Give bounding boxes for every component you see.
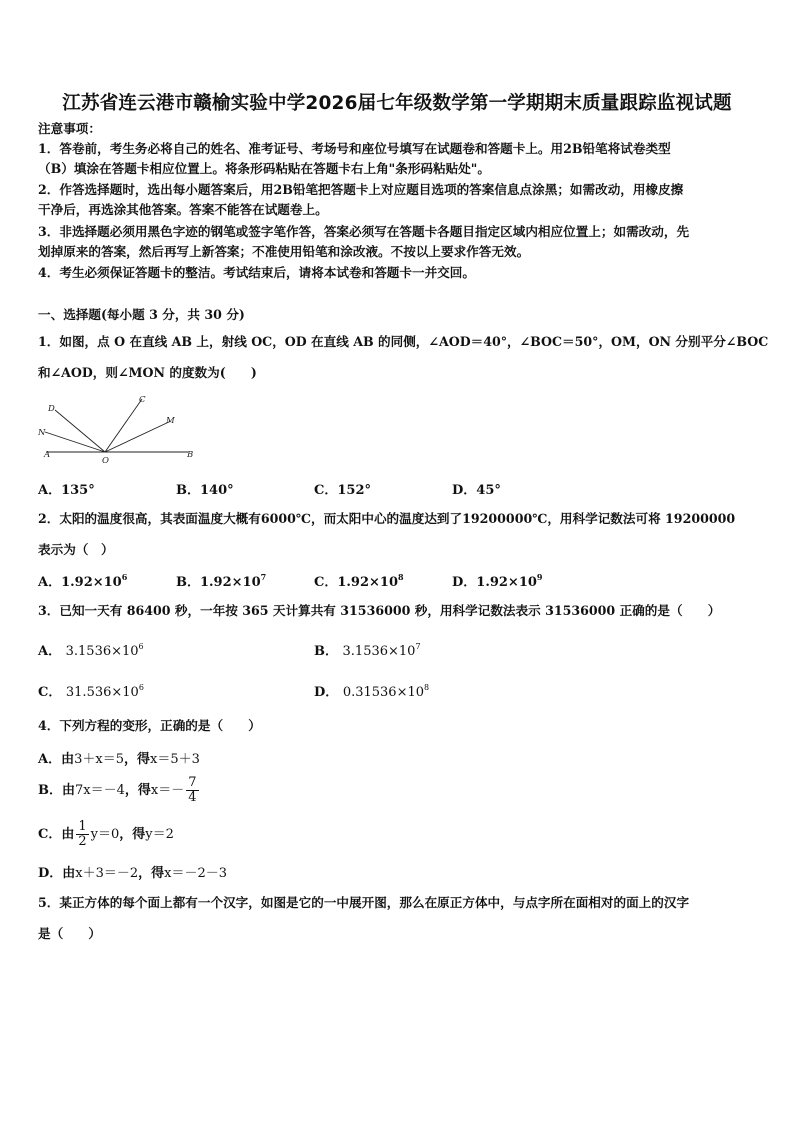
section-heading: 一、选择题(每小题 3 分，共 30 分)	[38, 307, 245, 322]
angle-figure	[38, 393, 198, 468]
page-title: 江苏省连云港市赣榆实验中学2026届七年级数学第一学期期末质量跟踪监视试题	[62, 93, 732, 114]
label-b: B	[187, 450, 194, 460]
question-2-line1: 2．太阳的温度很高，其表面温度大概有6000℃，而太阳中心的温度达到了19200000℃，用科学记数法可将 19200000	[38, 511, 736, 526]
notes-heading: 注意事项：	[38, 121, 101, 136]
note-2a: 2．作答选择题时，选出每小题答案后，用2B铅笔把答题卡上对应题目选项的答案信息点涂黑；如需改动，用橡皮擦	[38, 182, 684, 197]
ray-oc	[105, 399, 142, 452]
note-1a: 1．答卷前，考生务必将自己的姓名、准考证号、考场号和座位号填写在试题卷和答题卡上。用2B铅笔将试卷类型	[38, 141, 671, 156]
question-1-line1: 1．如图，点 O 在直线 AB 上，射线 OC，OD 在直线 AB 的同侧，∠AOD＝40°，∠BOC＝50°，OM，ON 分别平分∠BOC	[38, 334, 769, 349]
note-1b: （B）填涂在答题卡相应位置上。将条形码粘贴在答题卡右上角"条形码粘贴处"。	[38, 161, 490, 176]
question-1-line2: 和∠AOD，则∠MON 的度数为( )	[38, 365, 257, 380]
question-3-line1: 3．已知一天有 86400 秒，一年按 365 天计算共有 31536000 秒，用科学记数法表示 31536000 正确的是（ ）	[38, 603, 721, 618]
label-c: C	[139, 395, 146, 405]
q2-option-c: C．$1.92\times 10^8$	[314, 572, 404, 590]
ray-on	[45, 432, 105, 452]
q3-option-d: D． $0.31536\times 10^8$	[314, 683, 430, 700]
ray-om	[105, 421, 171, 452]
q2-option-d: D．$1.92\times 10^9$	[452, 572, 543, 590]
q1-option-c: C．152°	[314, 483, 371, 498]
question-5-line1: 5．某正方体的每个面上都有一个汉字，如图是它的一中展开图，那么在原正方体中，与点字所在面相对的面上的汉字	[38, 895, 690, 910]
q1-option-d: D．45°	[452, 483, 501, 498]
q1-option-b: B．140°	[176, 483, 234, 498]
label-o: O	[102, 456, 109, 466]
label-d: D	[48, 404, 55, 414]
question-4-line1: 4．下列方程的变形，正确的是（ ）	[38, 718, 261, 733]
question-5-line2: 是（ ）	[38, 926, 101, 941]
ray-od	[55, 410, 105, 452]
q1-option-a: A．135°	[38, 483, 95, 498]
label-m: M	[166, 416, 175, 426]
q4-option-a: A．由3＋x＝5，得x＝5＋3	[38, 752, 200, 767]
q4-option-d: D．由x＋3＝－2，得x＝－2－3	[38, 866, 228, 881]
note-3b: 划掉原来的答案，然后再写上新答案；不准使用铅笔和涂改液。不按以上要求作答无效。	[38, 244, 530, 259]
q4-option-b: B．由7x＝－4，得x＝－ $\frac{7}{4}$	[38, 775, 197, 805]
note-4: 4．考生必须保证答题卡的整洁。考试结束后，请将本试卷和答题卡一并交回。	[38, 265, 475, 280]
q3-option-a: A． $3.1536\times 10^6$	[38, 642, 144, 659]
q2-option-a: A．$1.92\times 10^6$	[38, 572, 128, 590]
q4-option-c: C．由 $\frac{1}{2}$ y＝0，得y＝2	[38, 819, 174, 849]
label-n: N	[38, 428, 46, 438]
q3-option-c: C． $31.536\times 10^6$	[38, 683, 144, 700]
label-a: A	[44, 450, 51, 460]
note-2b: 干净后，再选涂其他答案。答案不能答在试题卷上。	[38, 202, 328, 217]
q2-option-b: B．$1.92\times 10^7$	[176, 572, 267, 590]
note-3a: 3．非选择题必须用黑色字迹的钢笔或签字笔作答，答案必须写在答题卡各题目指定区域内相应位置上；如需改动，先	[38, 224, 690, 239]
q3-option-b: B． $3.1536\times 10^7$	[314, 642, 421, 659]
question-2-line2: 表示为（ ）	[38, 542, 114, 557]
